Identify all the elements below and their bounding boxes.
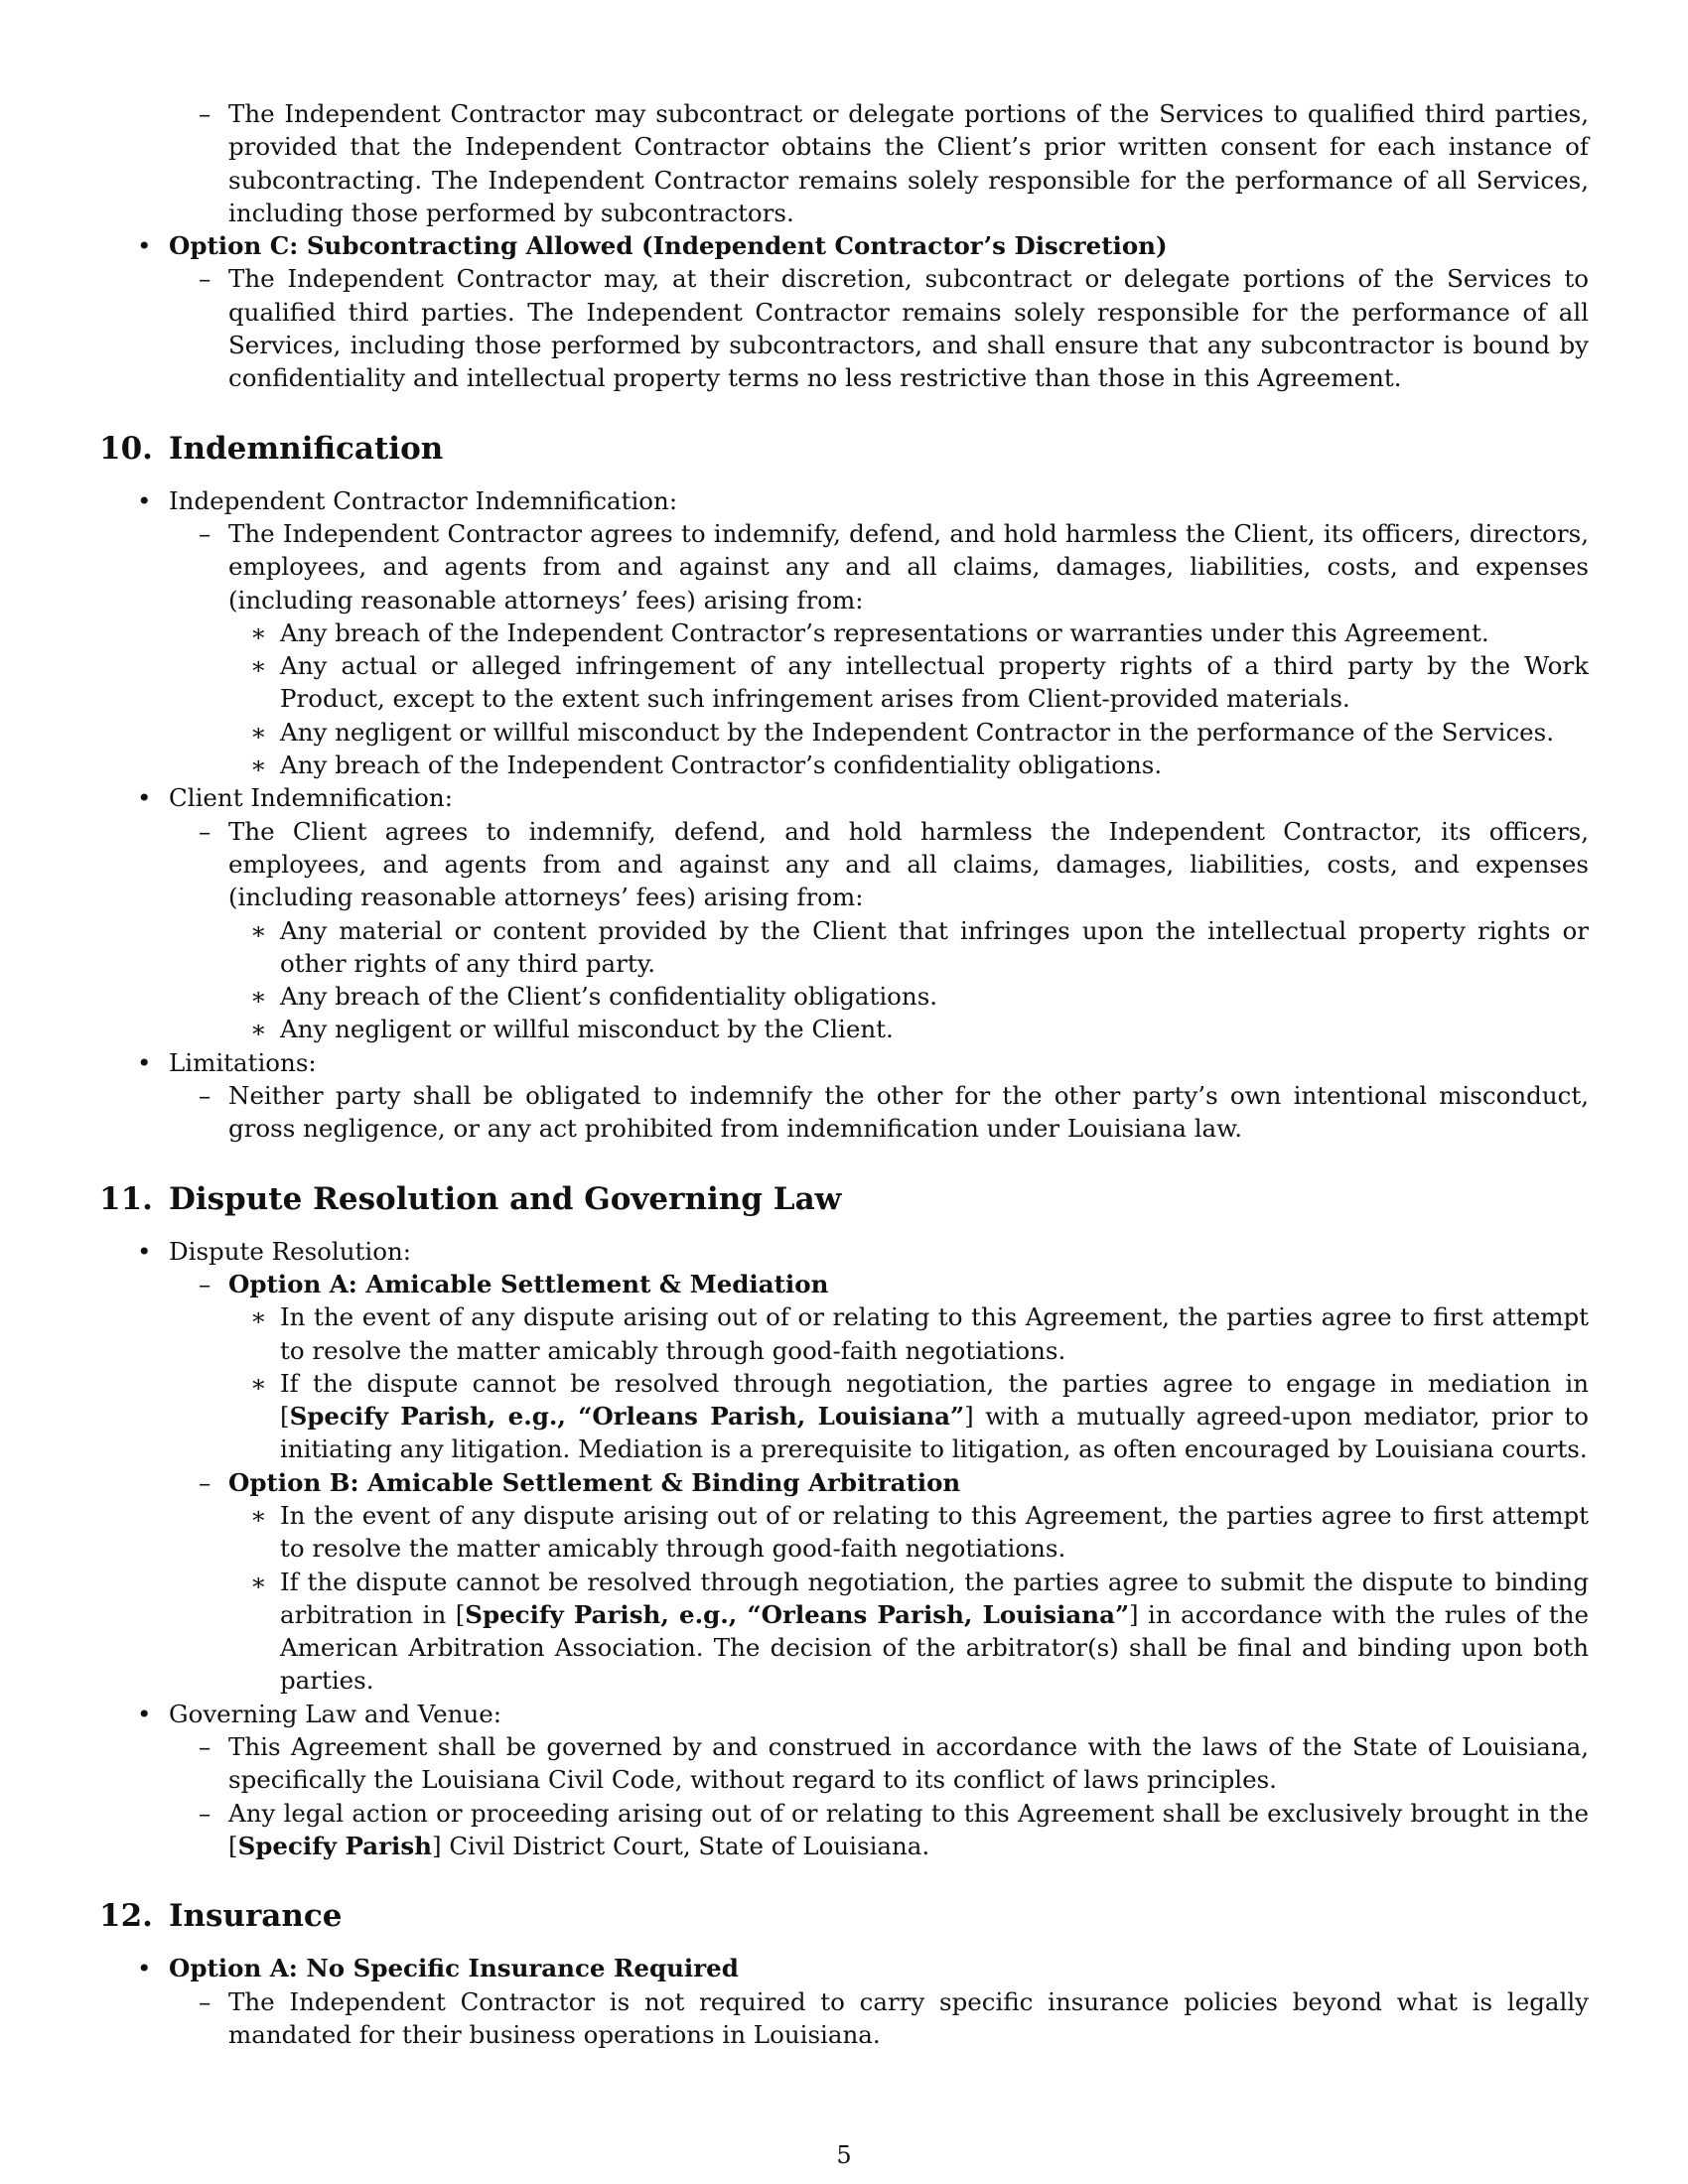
bullet-marker: • bbox=[137, 485, 152, 515]
indemnification-clause: Any material or content provided by the Client that infringes upon the intellectual property rights or other rights of any third party. bbox=[280, 915, 1589, 978]
list-item bbox=[99, 980, 1589, 1013]
limitations-label: Limitations: bbox=[169, 1047, 317, 1077]
indemnification-clause: Any breach of the Independent Contractor’s representations or warranties under this Agreement. bbox=[280, 617, 1489, 647]
insurance-option-a-title: Option A: No Specific Insurance Required bbox=[169, 1954, 739, 1983]
list-item bbox=[99, 1300, 1589, 1367]
list-item bbox=[99, 815, 1589, 914]
list-item bbox=[99, 716, 1589, 749]
asterisk-marker: ∗ bbox=[250, 617, 267, 647]
list-item bbox=[99, 1046, 1589, 1079]
dash-marker: – bbox=[199, 816, 211, 846]
asterisk-marker: ∗ bbox=[250, 1567, 267, 1596]
asterisk-marker: ∗ bbox=[250, 1015, 267, 1044]
asterisk-marker: ∗ bbox=[250, 751, 267, 780]
list-item bbox=[99, 1235, 1589, 1268]
asterisk-marker: ∗ bbox=[250, 1302, 267, 1332]
section-heading-dispute-resolution bbox=[99, 1179, 1589, 1219]
negotiation-clause: In the event of any dispute arising out of or relating to this Agreement, the parties agree to first attempt to resolve the matter amicably through good-faith negotiations. bbox=[280, 1500, 1589, 1564]
asterisk-marker: ∗ bbox=[250, 1368, 267, 1398]
contractor-indemnification-label: Independent Contractor Indemnification: bbox=[169, 485, 678, 515]
dash-marker: – bbox=[199, 99, 211, 128]
option-b-title: Option B: Amicable Settlement & Binding Arbitration bbox=[228, 1467, 961, 1497]
option-a-title: Option A: Amicable Settlement & Mediation bbox=[228, 1269, 829, 1298]
bullet-marker: • bbox=[137, 1954, 152, 1983]
section-number: 12. bbox=[99, 1898, 153, 1935]
asterisk-marker: ∗ bbox=[250, 1500, 267, 1530]
section-number: 11. bbox=[99, 1180, 153, 1217]
list-item bbox=[99, 1499, 1589, 1566]
list-item bbox=[99, 914, 1589, 981]
list-item bbox=[99, 97, 1589, 229]
bullet-marker: • bbox=[137, 1047, 152, 1077]
indemnification-clause: Any negligent or willful misconduct by the Independent Contractor in the performance of the Services. bbox=[280, 717, 1555, 747]
list-item bbox=[99, 1698, 1589, 1730]
list-item bbox=[99, 616, 1589, 649]
governing-law-text: This Agreement shall be governed by and construed in accordance with the laws of the State of Louisiana, specifically the Louisiana Civil Code, without regard to its conflict of laws principles. bbox=[228, 1732, 1589, 1795]
list-item bbox=[99, 1797, 1589, 1863]
list-item bbox=[99, 484, 1589, 517]
indemnification-clause: Any actual or alleged infringement of any intellectual property rights of a third party by the Work Product, except to the extent such infringement arises from Client-provided materials. bbox=[280, 651, 1589, 714]
arbitration-clause: If the dispute cannot be resolved through negotiation, the parties agree to submit the dispute to binding arbitration in [Specify Parish, e.g., “Orleans Parish, Louisiana”] in accordance with the rules of the American Arbitration Association. The decision of the arbitrator(s) shall be final and binding upon both parties. bbox=[280, 1567, 1589, 1696]
contractor-indemnification-text: The Independent Contractor agrees to indemnify, defend, and hold harmless the Client, its officers, directors, employees, and agents from and against any and all claims, damages, liabilities, costs, and expenses (including reasonable attorneys’ fees) arising from: bbox=[228, 518, 1589, 614]
list-item bbox=[99, 749, 1589, 781]
list-item bbox=[99, 1566, 1589, 1698]
bullet-marker: • bbox=[137, 783, 152, 813]
section-title: Dispute Resolution and Governing Law bbox=[168, 1180, 842, 1217]
section-heading-insurance bbox=[99, 1896, 1589, 1936]
list-item bbox=[99, 649, 1589, 716]
list-item bbox=[99, 1079, 1589, 1146]
list-item bbox=[99, 781, 1589, 814]
mediation-clause: If the dispute cannot be resolved through negotiation, the parties agree to engage in mediation in [Specify Parish, e.g., “Orleans Parish, Louisiana”] with a mutually agreed-upon mediator, prior to initiating any litigation. Mediation is a prerequisite to litigation, as often encouraged by Louisiana courts. bbox=[280, 1368, 1589, 1464]
asterisk-marker: ∗ bbox=[250, 982, 267, 1012]
asterisk-marker: ∗ bbox=[250, 651, 267, 681]
governing-law-label: Governing Law and Venue: bbox=[169, 1699, 501, 1728]
insurance-option-a-text: The Independent Contractor is not required to carry specific insurance policies beyond what is legally mandated for their business operations in Louisiana. bbox=[228, 1986, 1589, 2049]
list-item bbox=[99, 229, 1589, 262]
dash-marker: – bbox=[199, 1798, 211, 1828]
page-number: 5 bbox=[836, 2141, 852, 2169]
bullet-marker: • bbox=[137, 231, 152, 261]
asterisk-marker: ∗ bbox=[250, 717, 267, 747]
option-c-title: Option C: Subcontracting Allowed (Independent Contractor’s Discretion) bbox=[169, 231, 1168, 261]
list-item bbox=[99, 1268, 1589, 1300]
bullet-marker: • bbox=[137, 1236, 152, 1266]
dash-marker: – bbox=[199, 1986, 211, 2016]
list-item bbox=[99, 1466, 1589, 1499]
client-indemnification-text: The Client agrees to indemnify, defend, and hold harmless the Independent Contractor, its officers, employees, and agents from and against any and all claims, damages, liabilities, costs, and expenses (including reasonable attorneys’ fees) arising from: bbox=[228, 816, 1589, 912]
list-item bbox=[99, 1730, 1589, 1797]
list-item bbox=[99, 1985, 1589, 2052]
limitations-text: Neither party shall be obligated to indemnify the other for the other party’s own intentional misconduct, gross negligence, or any act prohibited from indemnification under Louisiana law. bbox=[228, 1081, 1589, 1144]
section-title: Insurance bbox=[168, 1898, 343, 1935]
section-title: Indemnification bbox=[168, 430, 444, 467]
bullet-marker: • bbox=[137, 1699, 152, 1728]
list-item bbox=[99, 1952, 1589, 1984]
parish-placeholder: Specify Parish, e.g., “Orleans Parish, Louisiana” bbox=[465, 1599, 1130, 1629]
option-c-text: The Independent Contractor may, at their discretion, subcontract or delegate portions of the Services to qualified third parties. The Independent Contractor remains solely responsible for the performance of all Services, including those performed by subcontractors, and shall ensure that any subcontractor is bound by confidentiality and intellectual property terms no less restrictive than those in this Agreement. bbox=[228, 264, 1589, 393]
indemnification-clause: Any breach of the Independent Contractor’s confidentiality obligations. bbox=[280, 751, 1163, 780]
parish-placeholder: Specify Parish bbox=[237, 1831, 432, 1860]
dash-marker: – bbox=[199, 1467, 211, 1497]
dash-marker: – bbox=[199, 1732, 211, 1762]
dash-marker: – bbox=[199, 264, 211, 294]
list-item bbox=[99, 262, 1589, 394]
indemnification-clause: Any negligent or willful misconduct by the Client. bbox=[280, 1015, 894, 1044]
list-item bbox=[99, 517, 1589, 616]
asterisk-marker: ∗ bbox=[250, 915, 267, 945]
dash-marker: – bbox=[199, 1081, 211, 1111]
venue-text: Any legal action or proceeding arising out of or relating to this Agreement shall be exclusively brought in the [Specify Parish] Civil District Court, State of Louisiana. bbox=[228, 1798, 1589, 1860]
list-item bbox=[99, 1367, 1589, 1466]
subcontract-consent-text: The Independent Contractor may subcontract or delegate portions of the Services to qualified third parties, provided that the Independent Contractor obtains the Client’s prior written consent for each instance of subcontracting. The Independent Contractor remains solely responsible for the performance of all Services, including those performed by subcontractors. bbox=[228, 99, 1589, 227]
dash-marker: – bbox=[199, 518, 211, 548]
section-heading-indemnification bbox=[99, 429, 1589, 469]
negotiation-clause: In the event of any dispute arising out of or relating to this Agreement, the parties agree to first attempt to resolve the matter amicably through good-faith negotiations. bbox=[280, 1302, 1589, 1365]
client-indemnification-label: Client Indemnification: bbox=[169, 783, 453, 813]
indemnification-clause: Any breach of the Client’s confidentiality obligations. bbox=[280, 982, 938, 1012]
parish-placeholder: Specify Parish, e.g., “Orleans Parish, Louisiana” bbox=[289, 1402, 965, 1432]
dispute-resolution-label: Dispute Resolution: bbox=[169, 1236, 411, 1266]
list-item bbox=[99, 1013, 1589, 1045]
section-number: 10. bbox=[99, 430, 153, 467]
dash-marker: – bbox=[199, 1269, 211, 1298]
document-page bbox=[99, 97, 1589, 2051]
